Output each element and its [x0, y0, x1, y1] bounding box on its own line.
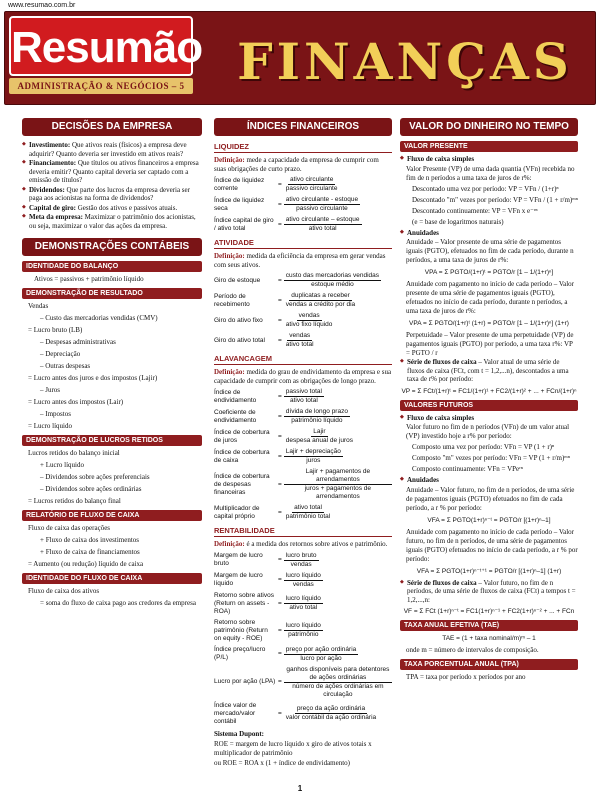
rentabilidade-formulas	[214, 552, 392, 726]
vp-equation-2: VPA = Σ PGTO/(1+r)ᵗ (1+r) = PGTO/r [1 – 1/(1+r)ⁿ] (1+r)	[409, 320, 569, 327]
statement-line: – Depreciação	[40, 350, 81, 358]
liquidez-formulas	[214, 176, 392, 233]
statement-line: + Lucro líquido	[40, 461, 84, 469]
subhead-balanco: IDENTIDADE DO BALANÇO	[22, 261, 202, 272]
vp-bullet-2: ◆ Anuidades	[400, 229, 578, 238]
vf-b1-text: Valor futuro no fim de n períodos (VFn) de um valor atual (VP) investido hoje a r% por período:	[406, 423, 570, 440]
subhead-alavancagem: ALAVANCAGEM	[214, 353, 392, 365]
vp-bullet-3: ◆ Série de fluxos de caixa – Valor atual de uma série de fluxos de caixa (FCt, com t = 1,2,...n), descontados a uma taxa de r% por período:	[400, 358, 578, 384]
tae-note: onde m = número de intervalos de composição.	[406, 646, 539, 654]
formula-row: Retorno sobre ativos (Return on assets - ROA) = $\frac{\text{lucro líquido}}{\text{ativo total}}$	[214, 591, 321, 615]
formula-row: Índice de cobertura de caixa = $\frac{\text{Lajir + depreciação}}{\text{juros}}$	[214, 448, 341, 464]
formula-row: Índice de cobertura de juros = $\frac{\text{Lajir}}{\text{despesa anual de juros}}$	[214, 428, 354, 444]
statement-line: + Fluxo de caixa de financiamentos	[40, 548, 140, 556]
tpa-equation: TPA = taxa por período x períodos por ano	[406, 673, 526, 681]
vp-bullet-1: ◆ Fluxo de caixa simples	[400, 155, 578, 164]
formula-line: Composto uma vez por período: VFn = VP (1 + r)ⁿ	[412, 443, 555, 451]
column-middle	[214, 118, 392, 788]
subhead-valor-presente: VALOR PRESENTE	[400, 141, 578, 152]
dupont-line-2: ou ROE = ROA x (1 + índice de endividamento)	[214, 759, 351, 767]
formula-row: Índice de liquidez corrente = $\frac{\text{ativo circulante}}{\text{passivo circulante}}$	[214, 176, 338, 192]
vf-lines	[400, 443, 578, 474]
alavancagem-definition: Definição: medida do grau de endividamento da empresa e sua capacidade de cumprir com as obrigações de longo prazo.	[214, 368, 392, 385]
subhead-valores-futuros: VALORES FUTUROS	[400, 400, 578, 411]
dupont-line-1: ROE = margem de lucro líquido x giro de ativos totais x multiplicador de patrimônio	[214, 740, 372, 757]
statement-line: = soma do fluxo de caixa pago aos credores da empresa	[40, 599, 196, 607]
formula-row: Multiplicador de capital próprio = $\frac{\text{ativo total}}{\text{patrimônio total}}$	[214, 504, 331, 520]
vf-equation-2: VFA = Σ PGTO(1+r)ⁿ⁻ᵗ⁺¹ = PGTO/r [(1+r)ⁿ–1] (1+r)	[416, 567, 562, 575]
tae-equation: TAE = (1 + taxa nominal/m)ᵐ – 1	[442, 635, 536, 642]
statement-line: = Aumento (ou redução) líquido de caixa	[28, 560, 144, 568]
subhead-tpa: TAXA PORCENTUAL ANUAL (TPA)	[400, 659, 578, 670]
subhead-rfc: RELATÓRIO DE FLUXO DE CAIXA	[22, 510, 202, 521]
decisao-item: ◆ Capital de giro: Gestão dos ativos e passivos atuais.	[22, 204, 202, 213]
vf-bullet-2: ◆ Anuidades	[400, 476, 578, 485]
subhead-rentabilidade: RENTABILIDADE	[214, 525, 392, 537]
statement-line: – Despesas administrativas	[40, 338, 116, 346]
statement-line: – Dividendos sobre ações preferenciais	[40, 473, 150, 481]
statement-line: – Outras despesas	[40, 362, 91, 370]
column-left	[22, 118, 202, 788]
formula-line: Descontado uma vez por período: VP = VFn / (1+r)ⁿ	[412, 184, 559, 193]
subhead-ifc: IDENTIDADE DO FLUXO DE CAIXA	[22, 573, 202, 584]
vf-equation-1: VFA = Σ PGTO(1+r)ⁿ⁻ᵗ = PGTO/r [(1+r)ⁿ–1]	[427, 516, 551, 524]
formula-row: Índice capital de giro / ativo total = $\frac{\text{ativo circulante – estoque}}{\text{ativo total}}$	[214, 216, 360, 232]
statement-line: = Lucros retidos do balanço final	[28, 497, 121, 505]
subhead-dre: DEMONSTRAÇÃO DE RESULTADO	[22, 288, 202, 299]
formula-row: Índice de cobertura de despesas financeiras = $\frac{\text{Lajir + pagamentos de arrendamentos}}{\text{juros + pagamentos de arrendamentos}}$	[214, 468, 392, 501]
vp-b1-text: Valor Presente (VP) de uma dada quantia (VFn) recebida no fim de n períodos a uma taxa de juros de r%:	[406, 164, 575, 182]
series-label: ADMINISTRAÇÃO & NEGÓCIOS – 5	[9, 78, 193, 94]
formula-row: Índice preço/lucro (P/L) = $\frac{\text{preço por ação ordinária}}{\text{lucro por ação}}$	[214, 645, 357, 662]
statement-line: Fluxo de caixa dos ativos	[28, 587, 100, 595]
vf-bullet-3: ◆ Série de fluxos de caixa – Valor futuro, no fim de n períodos, de uma série de fluxos de caixa (FCt) a tempos t = 1,2,...,n:	[400, 579, 578, 605]
vp-equation-1: VPA = Σ PGTO/(1+r)ᵗ = PGTO/r [1 – 1/(1+r)ⁿ]	[424, 269, 554, 276]
decisao-item: ◆ Financiamento: Que títulos ou ativos financeiros a empresa deveria emitir? Quanto capital deveria ser captado com a emissão de títulos?	[22, 159, 202, 185]
formula-line: Composto continuamente: VFn = VPeʳⁿ	[412, 465, 523, 473]
brand-logo: Resumão	[9, 16, 193, 76]
decisao-item: ◆ Meta da empresa: Maximizar o patrimônio dos acionistas, ou seja, maximizar o valor das ações da empresa.	[22, 213, 202, 230]
statement-line: Lucros retidos do balanço inicial	[28, 449, 120, 457]
statement-line: – Juros	[40, 386, 61, 394]
formula-row: Retorno sobre patrimônio (Return on equity - ROE) = $\frac{\text{lucro líquido}}{\text{patrimônio}}$	[214, 618, 321, 642]
statement-line: Fluxo de caixa das operações	[28, 524, 111, 532]
logo-block	[9, 16, 203, 100]
formula-row: Lucro por ação (LPA) = $\frac{\text{ganhos disponíveis para detentores de ações ordinárias}}{\text{número de ações ordinárias em circulação}}$	[214, 666, 392, 699]
formula-row: Índice de endividamento = $\frac{\text{passivo total}}{\text{ativo total}}$	[214, 388, 322, 404]
ifc-list	[22, 587, 202, 608]
formula-row: Giro do ativo total = $\frac{\text{vendas}}{\text{ativo total}}$	[214, 332, 314, 348]
statement-line: – Impostos	[40, 410, 71, 418]
formula-row: Margem de lucro bruto = $\frac{\text{lucro bruto}}{\text{vendas}}$	[214, 551, 317, 568]
formula-row: Índice de liquidez seca = $\frac{\text{ativo circulante - estoque}}{\text{passivo circulante}}$	[214, 196, 359, 212]
formula-row: Coeficiente de endividamento = $\frac{\text{dívida de longo prazo}}{\text{patrimônio líquido}}$	[214, 408, 348, 424]
page-title: FINANÇAS	[237, 32, 573, 91]
subhead-dlr: DEMONSTRAÇÃO DE LUCROS RETIDOS	[22, 435, 202, 446]
formula-line: (e = base de logaritmos naturais)	[412, 217, 504, 226]
vp-lines	[400, 185, 578, 227]
column-right	[400, 118, 578, 788]
liquidez-definition: Definição: mede a capacidade da empresa de cumprir com suas obrigações de curto prazo.	[214, 156, 379, 173]
formula-row: Giro do ativo fixo = $\frac{\text{vendas}}{\text{ativo fixo líquido}}$	[214, 312, 333, 328]
subhead-tae: TAXA ANUAL EFETIVA (TAE)	[400, 620, 578, 631]
rfc-list	[22, 524, 202, 569]
vf-bullet-1: ◆ Fluxo de caixa simples	[400, 414, 578, 423]
atividade-definition: Definição: medida da eficiência da empresa em gerar vendas com seus ativos.	[214, 252, 386, 269]
section-title-demonstracoes: DEMONSTRAÇÕES CONTÁBEIS	[22, 238, 202, 256]
vf-b2-text2: Anuidade com pagamento no início de cada período – Valor futuro, no fim de n períodos, de uma série de pagamentos iguais (PGTO) efetuados no início de cada período, a r % por período:	[406, 527, 578, 563]
site-url: www.resumao.com.br	[8, 2, 76, 9]
decisao-item: ◆ Investimento: Que ativos reais (físicos) a empresa deve adquirir? Quanto deveria ser investido em ativos reais?	[22, 141, 202, 158]
formula-row: Índice valor de mercado/valor contábil = $\frac{\text{preço da ação ordinária}}{\text{valor contábil da ação ordinária}}$	[214, 701, 377, 725]
statement-line: – Dividendos sobre ações ordinárias	[40, 485, 142, 493]
section-title-indices: ÍNDICES FINANCEIROS	[214, 118, 392, 136]
vp-perpetuity: Perpetuidade – Valor presente de uma perpetuidade (VP) de pagamentos iguais (PGTO) por período, a uma taxa r%: VP = PGTO / r	[406, 331, 574, 357]
statement-line: = Lucro antes dos juros e dos impostos (Lajir)	[28, 374, 158, 382]
alavancagem-formulas	[214, 388, 392, 521]
dlr-list	[22, 449, 202, 506]
atividade-formulas	[214, 272, 392, 349]
subhead-atividade: ATIVIDADE	[214, 237, 392, 249]
dupont-title: Sistema Dupont:	[214, 729, 264, 738]
formula-row: Margem de lucro líquido = $\frac{\text{lucro líquido}}{\text{vendas}}$	[214, 571, 321, 588]
decisoes-list	[22, 141, 202, 230]
formula-line: Composto "m" vezes por período: VFn = VP (1 + r/m)ᵐⁿ	[412, 454, 570, 462]
statement-line: – Custo das mercadorias vendidas (CMV)	[40, 314, 158, 322]
statement-line: = Lucro líquido	[28, 422, 72, 430]
statement-line: = Lucro antes dos impostos (Lair)	[28, 398, 124, 406]
vp-b2-text2: Anuidade com pagamento no início de cada período – Valor presente de uma série de pagamentos iguais (PGTO), efetuados no início de cada período, durante n períodos, a uma taxa de juros de r%:	[406, 280, 575, 315]
header-banner	[4, 11, 596, 105]
section-title-decisoes: DECISÕES DA EMPRESA	[22, 118, 202, 136]
vf-equation-3: VF = Σ FCt (1+r)ⁿ⁻ᵗ = FC1(1+r)ⁿ⁻¹ + FC2(1+r)ⁿ⁻² + ... + FCn	[403, 608, 575, 615]
subhead-liquidez: LIQUIDEZ	[214, 141, 392, 153]
dre-list	[22, 302, 202, 431]
formula-row: Giro de estoque = $\frac{\text{custo das mercadorias vendidas}}{\text{estoque médio}}$	[214, 272, 380, 288]
statement-line: = Lucro bruto (LB)	[28, 326, 83, 334]
decisao-item: ◆ Dividendos: Que parte dos lucros da empresa deveria ser paga aos acionistas na forma de dividendos?	[22, 186, 202, 203]
balanco-equation: Ativos = passivos + patrimônio líquido	[34, 275, 144, 283]
vp-b2-text: Anuidade – Valor presente de uma série de pagamentos iguais (PGTO), efetuados no fim de cada período, durante n períodos, a uma taxa de juros de r%:	[406, 238, 574, 264]
vf-b2-text: Anuidade – Valor futuro, no fim de n períodos, de uma série de pagamentos iguais (PGTO) efetuados no fim de cada período, a r % por período:	[406, 485, 575, 512]
page-number: 1	[297, 784, 303, 793]
section-title-valor-tempo: VALOR DO DINHEIRO NO TEMPO	[400, 118, 578, 136]
vp-equation-3: VP = Σ FCt/(1+r)ᵗ = FC1/(1+r)¹ + FC2/(1+r)² + ... + FCn/(1+r)ⁿ	[401, 387, 577, 395]
formula-row: Período de recebimento = $\frac{\text{duplicatas a receber}}{\text{vendas a crédito por dia}}$	[214, 292, 356, 308]
formula-line: Descontado "m" vezes por período: VP = VFn / (1 + r/m)ᵐⁿ	[412, 195, 578, 204]
statement-line: + Fluxo de caixa dos investimentos	[40, 536, 140, 544]
statement-line: Vendas	[28, 302, 49, 310]
rentabilidade-definition: Definição: é a medida dos retornos sobre ativos e patrimônio.	[214, 540, 388, 548]
formula-line: Descontado continuamente: VP = VFn x e⁻ʳⁿ	[412, 206, 538, 215]
